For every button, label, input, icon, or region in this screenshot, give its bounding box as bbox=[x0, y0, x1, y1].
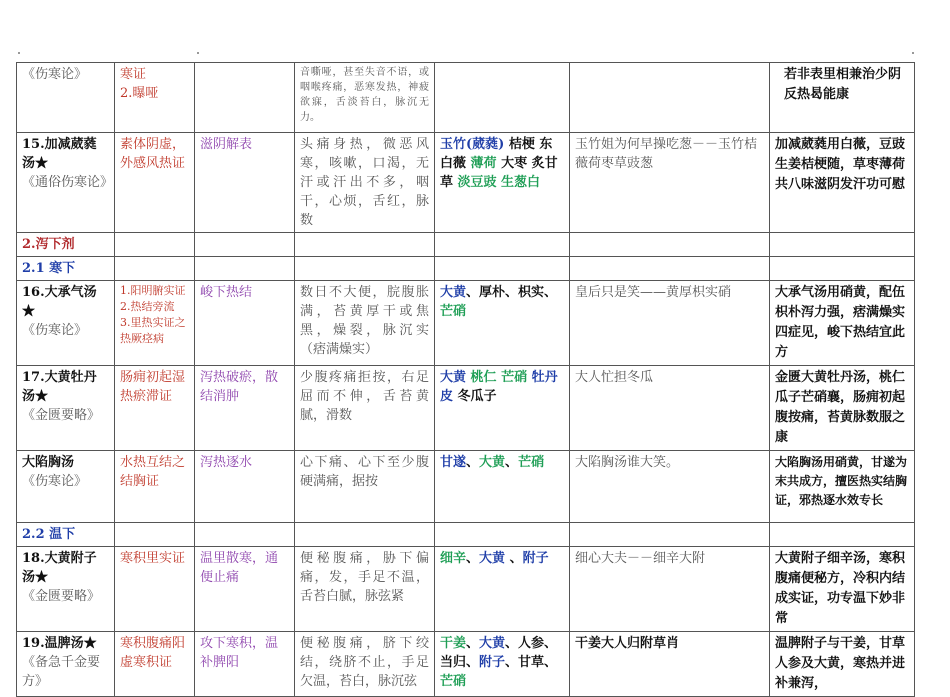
formula-table-page bbox=[16, 62, 914, 697]
formula-name: 大陷胸汤 bbox=[22, 455, 75, 470]
herb: 芒硝 bbox=[518, 455, 545, 470]
table-row-formula-16 bbox=[17, 281, 915, 366]
empty-cell bbox=[195, 523, 295, 547]
source-book: 《通俗伤寒论》 bbox=[22, 175, 114, 190]
syndrome-line: 3.里热实证之热厥痉病 bbox=[120, 316, 186, 345]
cell-mnemonic bbox=[570, 451, 770, 523]
herb: 附子 bbox=[479, 655, 506, 670]
syndrome-line: 2.热结旁流 bbox=[120, 300, 175, 313]
herb: 桃仁 芒硝 bbox=[466, 370, 532, 385]
cell-herbs bbox=[435, 451, 570, 523]
syndrome-line: 2.曝哑 bbox=[120, 86, 159, 101]
formula-name: 18.大黄附子汤★ bbox=[22, 551, 97, 585]
cell-mnemonic bbox=[570, 366, 770, 451]
source-book: 《金匮要略》 bbox=[22, 408, 101, 423]
cell-formula-name bbox=[17, 547, 115, 632]
cell-method bbox=[195, 366, 295, 451]
empty-cell bbox=[195, 233, 295, 257]
cell-herbs bbox=[435, 63, 570, 133]
cell-symptoms bbox=[295, 63, 435, 133]
mnemonic-text: 玉竹姐为何早操吃葱－－玉竹桔薇荷枣草豉葱 bbox=[575, 137, 758, 171]
herb: 、 bbox=[505, 551, 523, 566]
section-row bbox=[17, 523, 915, 547]
cell-mnemonic bbox=[570, 63, 770, 133]
section-row bbox=[17, 257, 915, 281]
herb: 芒硝 bbox=[440, 674, 467, 689]
page-corner-mark bbox=[18, 52, 20, 54]
section-row bbox=[17, 233, 915, 257]
cell-herbs bbox=[435, 366, 570, 451]
source-book: 《金匮要略》 bbox=[22, 589, 101, 604]
herb: 、 bbox=[505, 455, 519, 470]
source-book: 《伤寒论》 bbox=[22, 67, 88, 82]
mnemonic-text: 细心大夫－－细辛大附 bbox=[575, 551, 706, 566]
section-heading bbox=[17, 523, 115, 547]
empty-cell bbox=[195, 257, 295, 281]
cell-method bbox=[195, 547, 295, 632]
formula-name: 19.温脾汤★ bbox=[22, 636, 97, 651]
cell-formula-name bbox=[17, 451, 115, 523]
empty-cell bbox=[435, 523, 570, 547]
cell-mnemonic bbox=[570, 281, 770, 366]
formula-song-text: 大承气汤用硝黄，配伍枳朴泻力强，痞满燥实四症见，峻下热结宜此方 bbox=[775, 285, 906, 360]
section-title: 2.2 温下 bbox=[22, 527, 76, 542]
cell-formula-name bbox=[17, 63, 115, 133]
herb: 甘遂 bbox=[440, 455, 467, 470]
cell-syndrome bbox=[115, 133, 195, 233]
cell-symptoms bbox=[295, 451, 435, 523]
symptoms-text: 音嘶哑，甚至失音不语，或咽喉疼痛，恶寒发热，神疲欲寐，舌淡苔白，脉沉无力。 bbox=[300, 67, 429, 123]
cell-herbs bbox=[435, 547, 570, 632]
formula-song-text: 温脾附子与干姜，甘草人参及大黄，寒热并进补兼泻， bbox=[775, 636, 906, 691]
herb: 、 bbox=[466, 455, 480, 470]
empty-cell bbox=[770, 523, 915, 547]
section-heading bbox=[17, 257, 115, 281]
empty-cell bbox=[770, 257, 915, 281]
empty-cell bbox=[570, 523, 770, 547]
cell-method bbox=[195, 451, 295, 523]
cell-formula-name bbox=[17, 133, 115, 233]
empty-cell bbox=[295, 523, 435, 547]
cell-symptoms bbox=[295, 632, 435, 697]
cell-syndrome bbox=[115, 63, 195, 133]
formula-song-text: 金匮大黄牡丹汤，桃仁瓜子芒硝襄，肠痈初起腹按痛，苔黄脉数服之康 bbox=[775, 370, 906, 445]
symptoms-text: 少腹疼痛拒按，右足屈而不伸，舌苔黄腻，滑数 bbox=[300, 370, 429, 423]
table-row-formula-15 bbox=[17, 133, 915, 233]
table-row-continuation bbox=[17, 63, 915, 133]
method-text: 峻下热结 bbox=[200, 285, 253, 300]
cell-method bbox=[195, 133, 295, 233]
source-book: 《备急千金要方》 bbox=[22, 655, 101, 689]
empty-cell bbox=[115, 257, 195, 281]
page-corner-mark bbox=[197, 52, 199, 54]
formula-song-text: 若非表里相兼治少阴反热曷能康 bbox=[784, 67, 902, 102]
cell-symptoms bbox=[295, 547, 435, 632]
cell-syndrome bbox=[115, 547, 195, 632]
mnemonic-text: 皇后只是笑——黄厚枳实硝 bbox=[575, 285, 732, 300]
cell-formula-song bbox=[770, 63, 915, 133]
source-book: 《伤寒论》 bbox=[22, 474, 88, 489]
herb: 牡丹皮 bbox=[440, 370, 558, 404]
formula-song-text: 加减葳蕤用白薇，豆豉生姜桔梗随，草枣薄荷共八味滋阴发汗功可慰 bbox=[775, 137, 906, 192]
formula-song-text: 大黄附子细辛汤，寒积腹痛便秘方，冷积内结成实证，功专温下妙非常 bbox=[775, 551, 906, 626]
table-row-formula-17 bbox=[17, 366, 915, 451]
section-title: 2.1 寒下 bbox=[22, 261, 76, 276]
cell-mnemonic bbox=[570, 133, 770, 233]
cell-formula-name bbox=[17, 632, 115, 697]
herb: 大枣 炙甘草 bbox=[440, 156, 558, 190]
empty-cell bbox=[115, 523, 195, 547]
table-row-formula-19 bbox=[17, 632, 915, 697]
formula-name: 15.加减葳蕤汤★ bbox=[22, 137, 97, 171]
cell-syndrome bbox=[115, 366, 195, 451]
empty-cell bbox=[770, 233, 915, 257]
herb: 大黄 bbox=[440, 285, 467, 300]
cell-mnemonic bbox=[570, 547, 770, 632]
symptoms-text: 便秘腹痛，胁下偏痛，发，手足不温，舌苔白腻，脉弦紧 bbox=[300, 551, 429, 604]
cell-formula-song bbox=[770, 133, 915, 233]
cell-symptoms bbox=[295, 366, 435, 451]
cell-formula-song bbox=[770, 451, 915, 523]
herb: 大黄 bbox=[440, 370, 467, 385]
syndrome-text: 寒积里实证 bbox=[120, 551, 186, 566]
mnemonic-text: 大人忙担冬瓜 bbox=[575, 370, 654, 385]
herb: 、 bbox=[466, 551, 480, 566]
herb: 芒硝 bbox=[440, 304, 467, 319]
cell-symptoms bbox=[295, 133, 435, 233]
method-text: 攻下寒积，温补脾阳 bbox=[200, 636, 279, 670]
method-text: 泻热逐水 bbox=[200, 455, 253, 470]
formula-name: 17.大黄牡丹汤★ bbox=[22, 370, 97, 404]
herb: 大黄 bbox=[479, 551, 506, 566]
syndrome-text: 寒积腹痛阳虚寒积证 bbox=[120, 636, 186, 670]
method-text: 温里散寒，通便止痛 bbox=[200, 551, 279, 585]
herb: 玉竹(葳蕤) bbox=[440, 137, 505, 152]
empty-cell bbox=[115, 233, 195, 257]
method-text: 泻热破瘀，散结消肿 bbox=[200, 370, 279, 404]
herb: 、 bbox=[466, 636, 480, 651]
empty-cell bbox=[570, 233, 770, 257]
herb: 细辛 bbox=[440, 551, 467, 566]
syndrome-text: 素体阴虚，外感风热证 bbox=[120, 137, 186, 171]
cell-method bbox=[195, 63, 295, 133]
herb: 附子 bbox=[522, 551, 549, 566]
cell-formula-song bbox=[770, 366, 915, 451]
cell-method bbox=[195, 281, 295, 366]
empty-cell bbox=[435, 257, 570, 281]
page-corner-mark bbox=[912, 52, 914, 54]
cell-herbs bbox=[435, 133, 570, 233]
mnemonic-text: 大陷胸汤谁大笑。 bbox=[575, 455, 680, 470]
section-title: 2.泻下剂 bbox=[22, 237, 75, 252]
cell-formula-song bbox=[770, 547, 915, 632]
symptoms-text: 数日不大便，脘腹胀满，苔黄厚干或焦黑，燥裂，脉沉实（痞满燥实） bbox=[300, 285, 429, 357]
table-row-formula-18 bbox=[17, 547, 915, 632]
mnemonic-text: 干姜大人归附草肖 bbox=[575, 636, 680, 651]
herb: 、人参、当归、 bbox=[440, 636, 558, 670]
cell-syndrome bbox=[115, 281, 195, 366]
cell-formula-name bbox=[17, 366, 115, 451]
formula-name: 16.大承气汤★ bbox=[22, 285, 97, 319]
herb: 大黄 bbox=[479, 636, 506, 651]
cell-symptoms bbox=[295, 281, 435, 366]
cell-formula-song bbox=[770, 281, 915, 366]
method-text: 滋阴解表 bbox=[200, 137, 253, 152]
cell-mnemonic bbox=[570, 632, 770, 697]
formula-table bbox=[16, 62, 915, 697]
symptoms-text: 心下痛、心下至少腹硬满痛，据按 bbox=[300, 455, 429, 489]
herb: 薄荷 bbox=[470, 156, 497, 171]
herb: 大黄 bbox=[479, 455, 506, 470]
cell-herbs bbox=[435, 632, 570, 697]
syndrome-line: 寒证 bbox=[120, 67, 147, 82]
empty-cell bbox=[295, 257, 435, 281]
syndrome-text: 水热互结之结胸证 bbox=[120, 455, 186, 489]
empty-cell bbox=[570, 257, 770, 281]
section-heading bbox=[17, 233, 115, 257]
herb: 、甘草、 bbox=[505, 655, 558, 670]
symptoms-text: 便秘腹痛，脐下绞结，绕脐不止，手足欠温，苔白，脉沉弦 bbox=[300, 636, 429, 689]
table-row-da-xian-xiong bbox=[17, 451, 915, 523]
herb: 淡豆豉 生葱白 bbox=[457, 175, 541, 190]
syndrome-line: 1.阳明腑实证 bbox=[120, 284, 186, 297]
cell-method bbox=[195, 632, 295, 697]
herb: 冬瓜子 bbox=[453, 389, 497, 404]
formula-song-text: 大陷胸汤用硝黄，甘遂为末共成方，擅医热实结胸证，邪热逐水效专长 bbox=[775, 455, 908, 507]
cell-formula-song bbox=[770, 632, 915, 697]
empty-cell bbox=[435, 233, 570, 257]
herb: 干姜 bbox=[440, 636, 467, 651]
cell-syndrome bbox=[115, 632, 195, 697]
cell-herbs bbox=[435, 281, 570, 366]
syndrome-text: 肠痈初起湿热瘀滞证 bbox=[120, 370, 186, 404]
herb: 、厚朴、枳实、 bbox=[466, 285, 558, 300]
source-book: 《伤寒论》 bbox=[22, 323, 88, 338]
herb: 桔梗 东 白薇 bbox=[440, 137, 553, 171]
cell-syndrome bbox=[115, 451, 195, 523]
cell-formula-name bbox=[17, 281, 115, 366]
empty-cell bbox=[295, 233, 435, 257]
symptoms-text: 头痛身热，微恶风寒，咳嗽，口渴，无汗或汗出不多，咽干，心烦，舌红，脉数 bbox=[300, 137, 429, 228]
